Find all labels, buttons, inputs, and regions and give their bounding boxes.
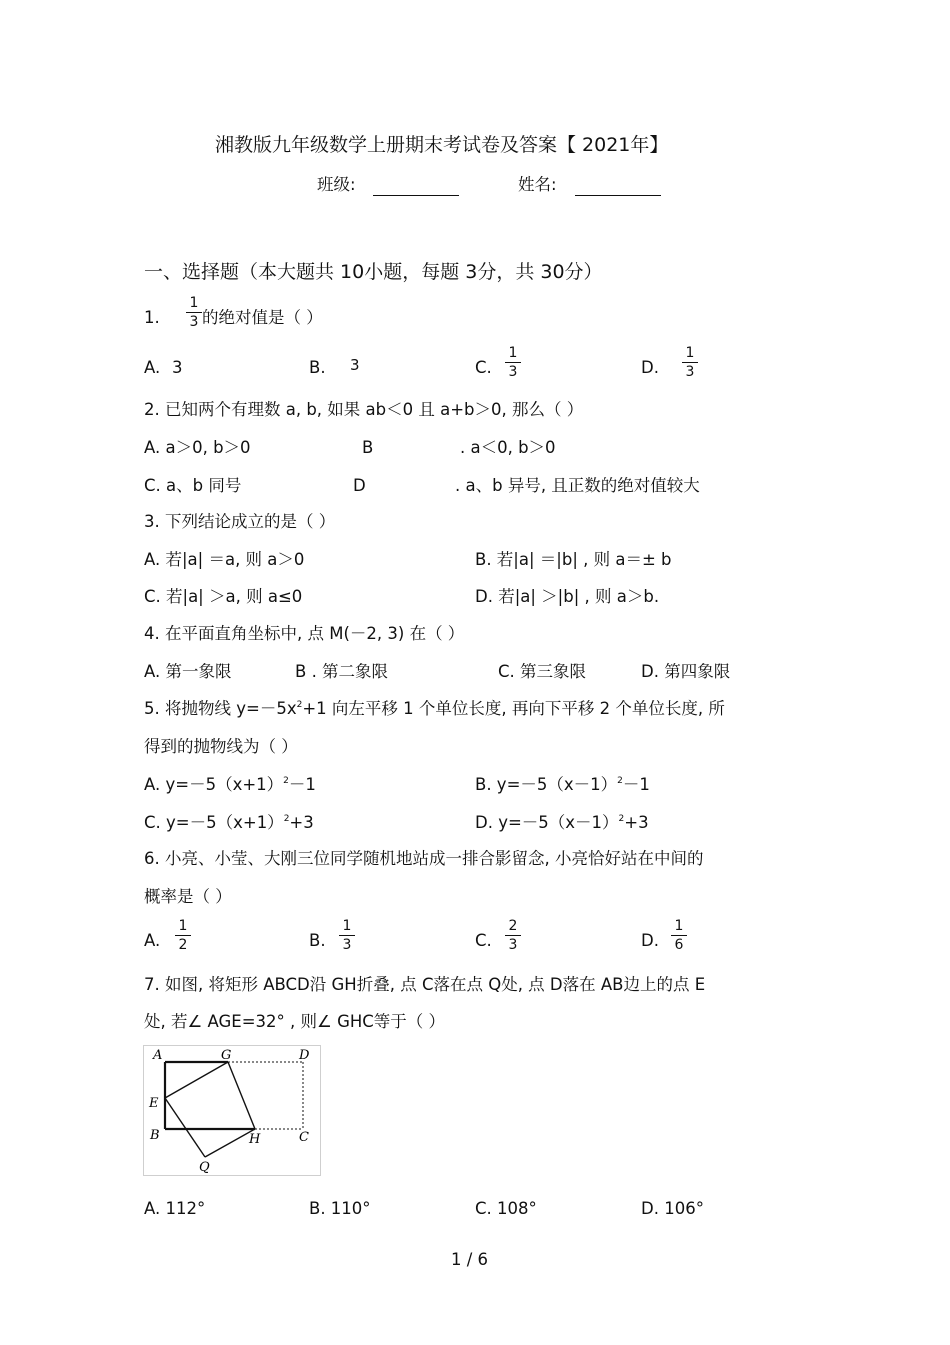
section-heading: 一、选择题（本大题共 10小题，每题 3分，共 30分） [144,261,603,283]
q4-option-c: C. 第三象限 [498,662,587,681]
option-text: C. y=－5（x+1） [144,813,284,832]
q4-stem: 4. 在平面直角坐标中, 点 M(－2, 3) 在（ ） [144,624,465,643]
page-title: 湘教版九年级数学上册期末考试卷及答案【 2021年】 [215,134,669,156]
superscript: 2 [283,814,290,824]
q1-option-d-label: D. [641,358,659,377]
q2-option-b-label: B [362,438,374,457]
superscript: 2 [617,776,623,786]
q5-option-c [144,815,314,832]
page-number: 1 / 6 [451,1250,489,1269]
label-D: D [299,1048,310,1063]
q5-option-b [475,777,650,794]
superscript: 2 [283,776,289,786]
q5-stem-pre: 5. 将抛物线 y=－5x [144,699,297,718]
q1-option-a-text: 3 [172,358,183,377]
q2-option-a: A. a＞0, b＞0 [144,438,251,457]
q2-option-b-text: . a＜0, b＞0 [460,438,556,457]
superscript: 2 [618,814,625,824]
q3-option-d: D. 若|a| ＞|b| , 则 a＞b. [475,587,660,606]
frac-bar [175,935,191,936]
frac-num: 1 [674,918,684,934]
option-text: +3 [289,813,314,832]
frac-num: 1 [178,918,188,934]
name-blank-line[interactable] [575,195,661,196]
q6-option-c-label: C. [475,931,492,950]
q1-frac-num: 1 [189,295,199,311]
q6-option-a-label: A. [144,931,161,950]
q6-option-c-fraction [505,919,521,952]
option-text: D. y=－5（x－1） [475,813,619,832]
q6-option-d-fraction [671,919,687,952]
q3-option-b: B. 若|a| ＝|b| , 则 a＝± b [475,550,672,569]
option-text: B. y=－5（x－1） [475,775,618,794]
label-H: H [249,1132,261,1147]
q1-option-c-label: C. [475,358,492,377]
label-C: C [299,1130,309,1145]
q7-option-a: A. 112° [144,1199,206,1218]
q2-option-c: C. a、b 同号 [144,476,242,495]
q5-option-d [475,815,649,832]
q1-option-a-label: A. [144,358,161,377]
q7-stem: 7. 如图, 将矩形 ABCD沿 GH折叠, 点 C落在点 Q处, 点 D落在 AB边上的点 E [144,975,706,994]
q1-option-b-text: 3 [350,356,360,374]
frac-den: 3 [508,937,518,953]
q1-frac-den: 3 [189,314,199,330]
frac-num: 1 [685,345,695,361]
frac-den: 2 [178,937,188,953]
frac-bar [505,935,521,936]
name-label: 姓名: [518,175,557,194]
frac-bar [339,935,355,936]
class-blank-line[interactable] [373,195,459,196]
frac-num: 1 [342,918,352,934]
q7-option-c: C. 108° [475,1199,537,1218]
q6-stem-line2: 概率是（ ） [144,887,232,906]
q2-option-d-text: . a、b 异号, 且正数的绝对值较大 [455,476,700,495]
frac-den: 6 [674,937,684,953]
q3-option-c: C. 若|a| ＞a, 则 a≤0 [144,587,303,606]
q5-option-a [144,777,316,794]
q7-option-d: D. 106° [641,1199,704,1218]
q6-option-b-label: B. [309,931,326,950]
frac-num: 1 [508,345,518,361]
frac-bar [671,935,687,936]
q4-option-d: D. 第四象限 [641,662,731,681]
q7-figure [143,1045,321,1176]
label-A: A [153,1048,163,1063]
q3-option-a: A. 若|a| ＝a, 则 a＞0 [144,550,305,569]
q5-stem [144,701,725,718]
q1-option-b-label: B. [309,358,326,377]
q4-option-a: A. 第一象限 [144,662,232,681]
q2-stem: 2. 已知两个有理数 a, b, 如果 ab＜0 且 a+b＞0, 那么（ ） [144,400,584,419]
label-Q: Q [199,1160,210,1175]
frac-num: 2 [508,918,518,934]
option-text: －1 [288,775,316,794]
q1-number: 1. [144,308,160,327]
q7-stem-line2: 处, 若∠ AGE=32° , 则∠ GHC等于（ ） [144,1012,446,1031]
q5-stem-line2: 得到的抛物线为（ ） [144,737,298,756]
label-G: G [221,1048,232,1063]
frac-den: 3 [508,364,518,380]
q1-option-d-fraction [682,346,698,379]
q3-stem: 3. 下列结论成立的是（ ） [144,512,336,531]
q5-stem-post: +1 向左平移 1 个单位长度, 再向下平移 2 个单位长度, 所 [302,699,725,718]
superscript: 2 [296,700,303,710]
frac-bar [505,362,521,363]
q1-stem: 的绝对值是（ ） [202,308,323,327]
q6-stem: 6. 小亮、小莹、大刚三位同学随机地站成一排合影留念, 小亮恰好站在中间的 [144,849,704,868]
option-text: －1 [622,775,650,794]
frac-bar [186,312,202,313]
q1-option-c-fraction [505,346,521,379]
q1-fraction [186,296,202,329]
figure-frame [144,1046,321,1176]
frac-den: 3 [342,937,352,953]
q6-option-d-label: D. [641,931,659,950]
q7-option-b: B. 110° [309,1199,371,1218]
q2-option-d-label: D [353,476,366,495]
label-E: E [149,1096,159,1111]
label-B: B [150,1128,160,1143]
option-text: +3 [624,813,649,832]
class-label: 班级: [317,175,356,194]
q4-option-b: B . 第二象限 [295,662,389,681]
frac-den: 3 [685,364,695,380]
frac-bar [682,362,698,363]
q6-option-a-fraction [175,919,191,952]
option-text: A. y=－5（x+1） [144,775,284,794]
q6-option-b-fraction [339,919,355,952]
